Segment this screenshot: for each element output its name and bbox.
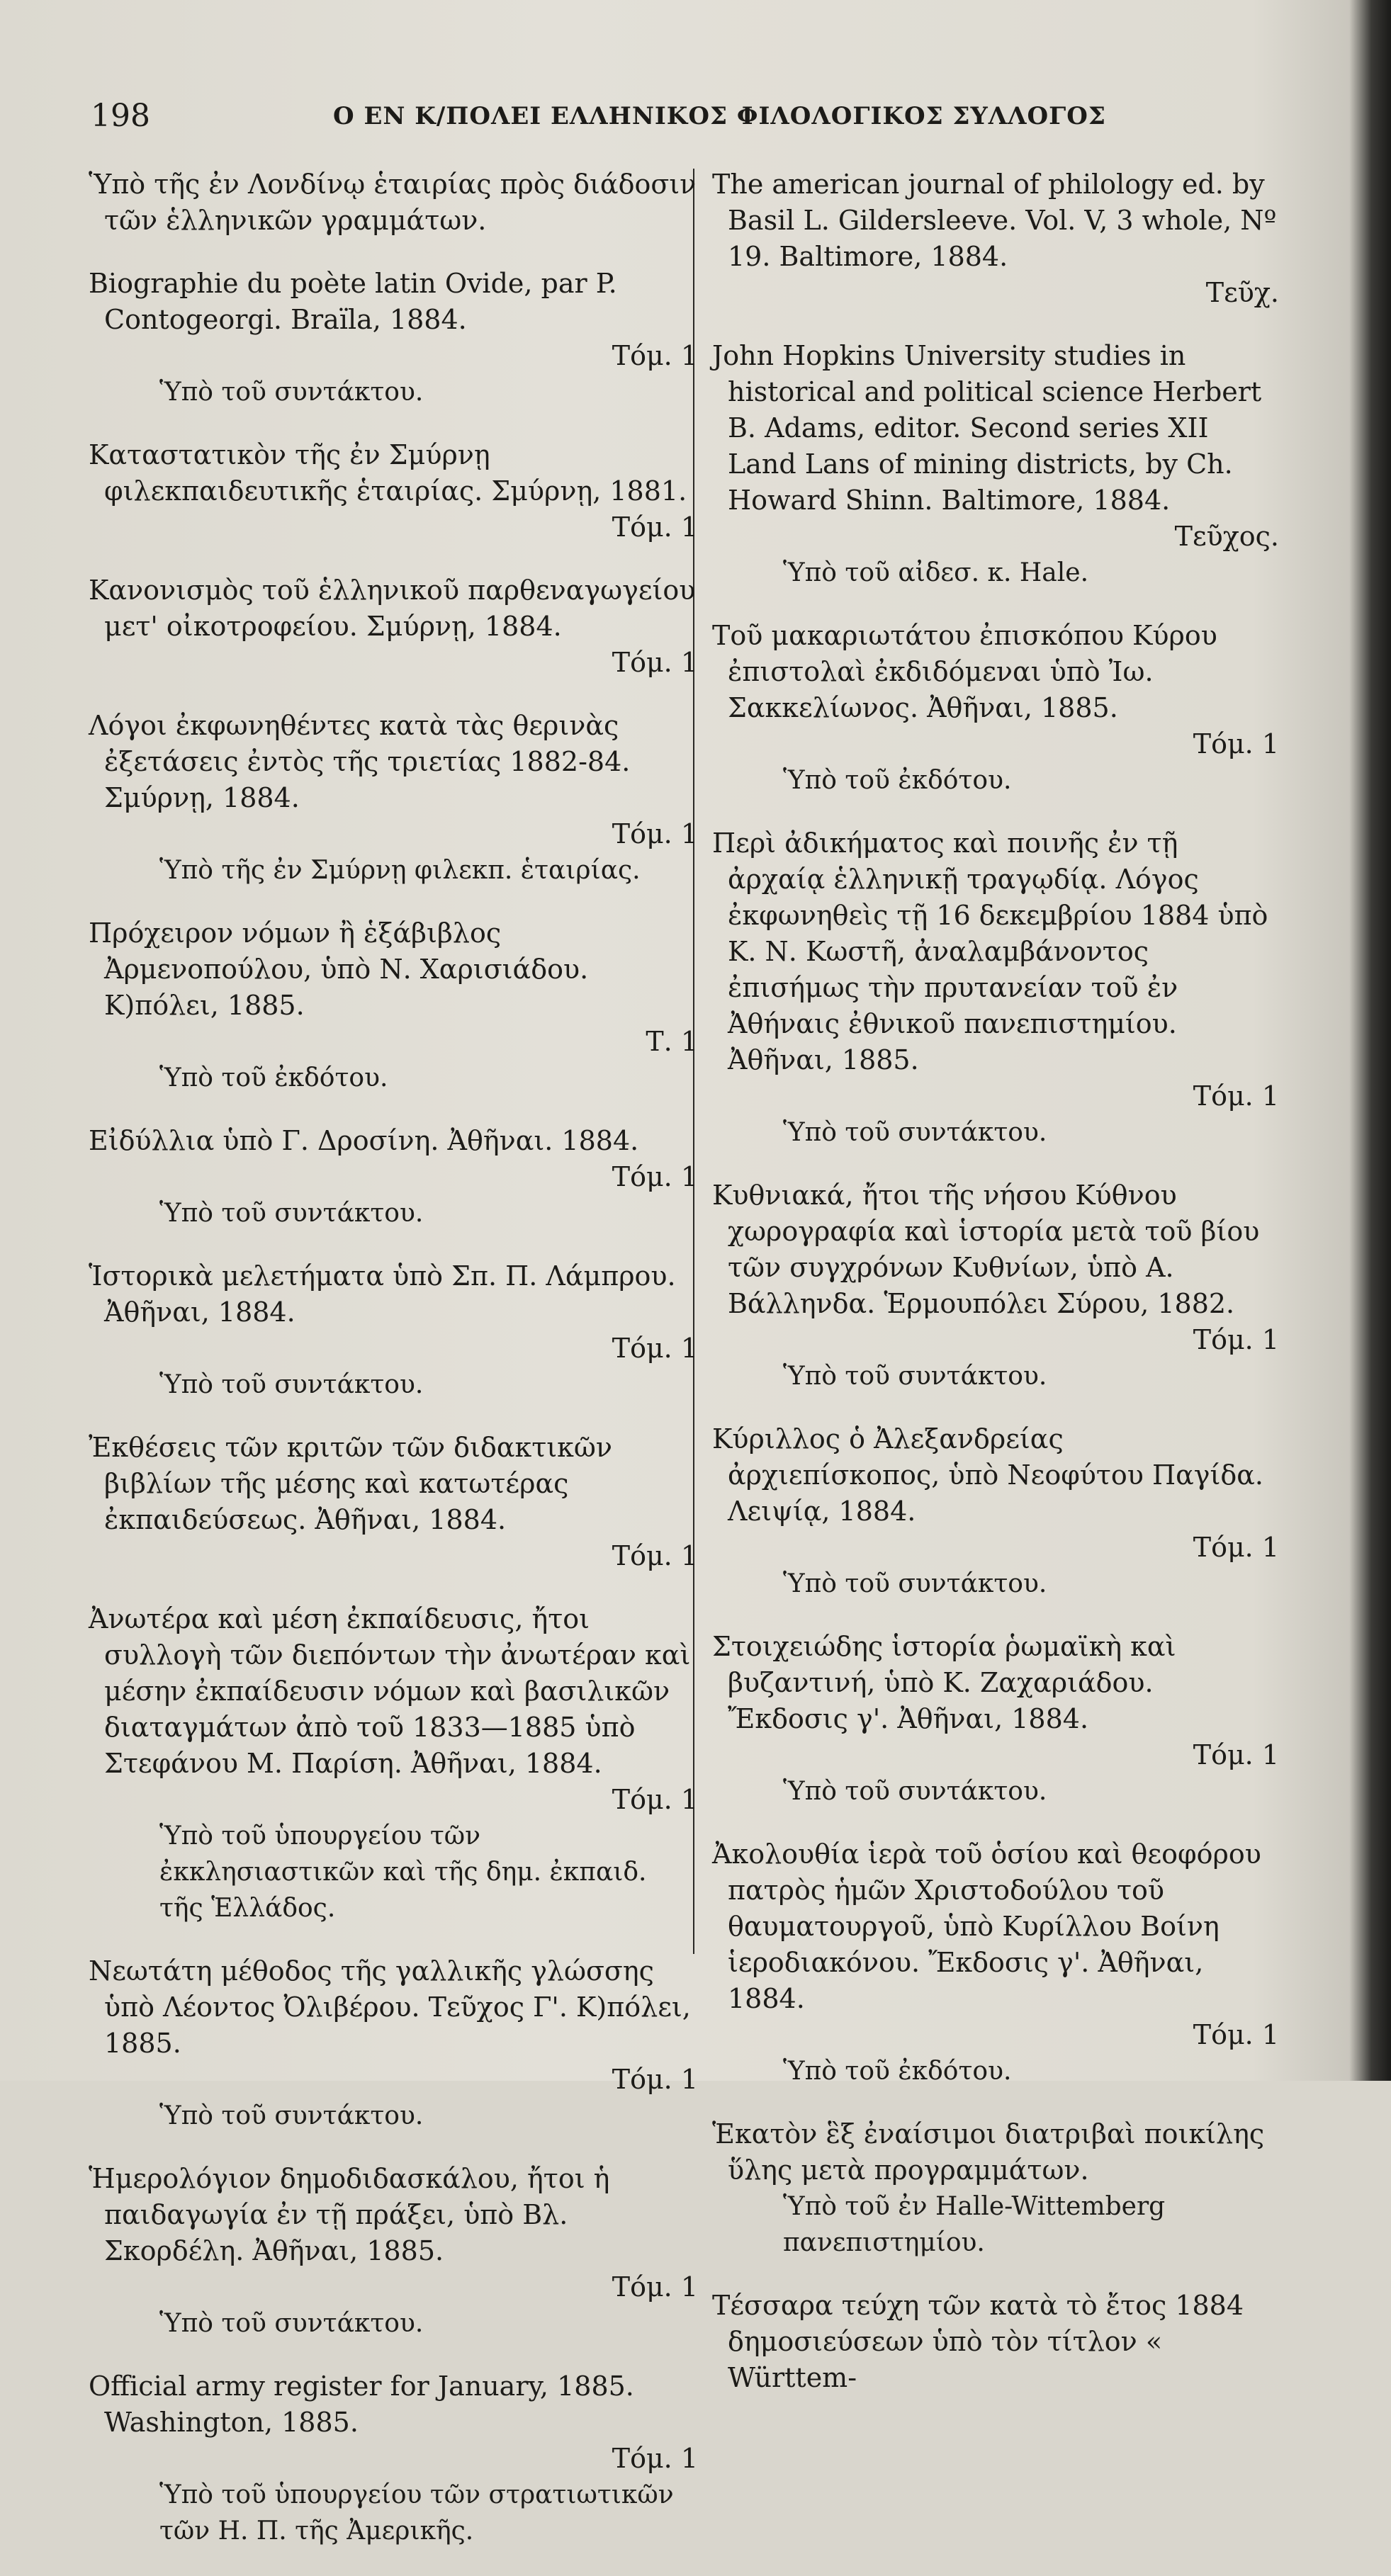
catalog-entry <box>712 166 1279 311</box>
catalog-entry <box>712 1421 1279 1602</box>
entry-title: Εἰδύλλια ὑπὸ Γ. Δροσίνη. Ἀθῆναι. 1884. <box>89 1125 639 1156</box>
catalog-entry <box>89 1953 698 2134</box>
entry-donor: Ὑπὸ τοῦ συντάκτου. <box>159 378 424 407</box>
entry-donor: Ὑπὸ τοῦ συντάκτου. <box>159 2309 424 2338</box>
entry-donor: Ὑπὸ τοῦ ἐν Halle-Wittemberg πανεπιστημίου. <box>783 2192 1166 2257</box>
entry-donor: Ὑπὸ τῆς ἐν Λονδίνῳ ἑταιρίας πρὸς διάδοσιν τῶν ἑλληνικῶν γραμμάτων. <box>89 169 697 236</box>
entry-volume: Τεῦχος. <box>1174 521 1279 552</box>
entry-donor: Ὑπὸ τοῦ συντάκτου. <box>783 1118 1047 1147</box>
entry-volume: Τόμ. 1 <box>612 1161 698 1192</box>
entry-volume: Τόμ. 1 <box>1193 1532 1279 1563</box>
entry-volume: Τ. 1 <box>646 1026 698 1057</box>
entry-title: Καταστατικὸν τῆς ἐν Σμύρνῃ φιλεκπαιδευτικῆς ἑταιρίας. Σμύρνῃ, 1881. <box>89 439 687 507</box>
catalog-entry <box>89 708 698 888</box>
entry-title: Ἐκθέσεις τῶν κριτῶν τῶν διδακτικῶν βιβλίων τῆς μέσης καὶ κατωτέρας ἐκπαιδεύσεως. Ἀθῆναι, 1884. <box>89 1432 612 1535</box>
catalog-entry <box>89 1430 698 1574</box>
entry-volume: Τόμ. 1 <box>1193 728 1279 759</box>
entry-volume: Τόμ. 1 <box>1193 1080 1279 1112</box>
page-header <box>0 98 1318 147</box>
running-title: Ο ΕΝ Κ/ΠΟΛΕΙ ΕΛΛΗΝΙΚΟΣ ΦΙΛΟΛΟΓΙΚΟΣ ΣΥΛΛΟΓΟΣ <box>333 102 1106 130</box>
catalog-entry <box>712 825 1279 1151</box>
entry-volume: Τόμ. 1 <box>612 818 698 849</box>
entry-donor: Ὑπὸ τοῦ ὑπουργείου τῶν ἐκκλησιαστικῶν καὶ τῆς δημ. ἐκπαιδ. τῆς Ἑλλάδος. <box>159 1821 647 1923</box>
catalog-entry <box>89 572 698 681</box>
entry-title: Ἀνωτέρα καὶ μέση ἐκπαίδευσις, ἤτοι συλλογὴ τῶν διεπόντων τὴν ἀνωτέραν καὶ μέσην ἐκπαίδευσιν νόμων καὶ βασιλικῶν διαταγμάτων ἀπὸ τοῦ 1833—1885 ὑπὸ Στεφάνου Μ. Παρίση. Ἀθῆναι, 1884. <box>89 1603 691 1779</box>
entry-volume: Τόμ. 1 <box>1193 1739 1279 1770</box>
entry-title: Λόγοι ἐκφωνηθέντες κατὰ τὰς θερινὰς ἐξετάσεις ἐντὸς τῆς τριετίας 1882-84. Σμύρνῃ, 1884. <box>89 710 631 813</box>
entry-title: Περὶ ἀδικήματος καὶ ποινῆς ἐν τῇ ἀρχαίᾳ ἑλληνικῇ τραγῳδίᾳ. Λόγος ἐκφωνηθεὶς τῇ 16 δεκεμβρίου 1884 ὑπὸ Κ. Ν. Κωστῆ, ἀναλαμβάνοντος ἐπισήμως τὴν πρυτανείαν τοῦ ἐν Ἀθήναις ἐθνικοῦ πανεπιστημίου. Ἀθῆναι, 1885. <box>712 827 1268 1075</box>
catalog-entry <box>712 338 1279 591</box>
entry-title: Biographie du poète latin Ovide, par P. Contogeorgi. Braïla, 1884. <box>89 268 617 335</box>
entry-donor: Ὑπὸ τοῦ συντάκτου. <box>159 1370 424 1399</box>
catalog-entry <box>89 2368 698 2549</box>
entry-donor: Ὑπὸ τῆς ἐν Σμύρνῃ φιλεκπ. ἑταιρίας. <box>159 856 641 885</box>
entry-volume: Τόμ. 1 <box>1193 2019 1279 2050</box>
entry-volume: Τόμ. 1 <box>612 2443 698 2474</box>
catalog-entry <box>89 166 698 239</box>
entry-title: Πρόχειρον νόμων ἢ ἑξάβιβλος Ἀρμενοπούλου, ὑπὸ Ν. Χαρισιάδου. Κ)πόλει, 1885. <box>89 917 589 1021</box>
entry-title: John Hopkins University studies in historical and political science Herbert B. Adams, editor. Second series XII Land Lans of mining districts, by Ch. Howard Shinn. Baltimore, 1884. <box>712 340 1262 516</box>
catalog-entry <box>89 1258 698 1403</box>
entry-title: Τέσσαρα τεύχη τῶν κατὰ τὸ ἔτος 1884 δημοσιεύσεων ὑπὸ τὸν τίτλον « Württem- <box>712 2290 1244 2393</box>
entry-title: Τοῦ μακαριωτάτου ἐπισκόπου Κύρου ἐπιστολαὶ ἐκδιδόμεναι ὑπὸ Ἰω. Σακκελίωνος. Ἀθῆναι, 1885. <box>712 620 1217 723</box>
entry-title: Ἀκολουθία ἱερὰ τοῦ ὁσίου καὶ θεοφόρου πατρὸς ἡμῶν Χριστοδούλου τοῦ θαυματουργοῦ, ὑπὸ Κυρίλλου Βοίνη ἱεροδιακόνου. Ἔκδοσις γ'. Ἀθῆναι, 1884. <box>712 1838 1261 2014</box>
entry-volume: Τεῦχ. <box>1205 277 1279 308</box>
entry-volume: Τόμ. 1 <box>1193 1324 1279 1355</box>
entry-donor: Ὑπὸ τοῦ συντάκτου. <box>783 1362 1047 1391</box>
catalog-entry <box>89 1123 698 1231</box>
catalog-entry <box>89 266 698 410</box>
catalog-entry <box>712 1629 1279 1809</box>
entry-volume: Τόμ. 1 <box>612 2271 698 2303</box>
entry-donor: Ὑπὸ τοῦ συντάκτου. <box>159 2101 424 2130</box>
left-column <box>89 166 698 2576</box>
entry-volume: Τόμ. 1 <box>612 340 698 371</box>
catalog-entry <box>712 2116 1279 2261</box>
catalog-entry <box>89 1601 698 1926</box>
entry-volume: Τόμ. 1 <box>612 2064 698 2095</box>
entry-title: Ἑκατὸν ἓξ ἐναίσιμοι διατριβαὶ ποικίλης ὕλης μετὰ προγραμμάτων. <box>712 2118 1265 2186</box>
entry-volume: Τόμ. 1 <box>612 1540 698 1571</box>
entry-volume: Τόμ. 1 <box>612 647 698 678</box>
entry-donor: Ὑπὸ τοῦ ὑπουργείου τῶν στρατιωτικῶν τῶν Η. Π. τῆς Ἀμερικῆς. <box>159 2480 674 2546</box>
right-column <box>712 166 1279 2423</box>
catalog-entry <box>712 1177 1279 1394</box>
catalog-entry <box>89 915 698 1096</box>
catalog-entry <box>712 1836 1279 2089</box>
catalog-entry <box>712 2288 1279 2396</box>
entry-donor: Ὑπὸ τοῦ συντάκτου. <box>159 1199 424 1228</box>
entry-title: Ἡμερολόγιον δημοδιδασκάλου, ἤτοι ἡ παιδαγωγία ἐν τῇ πράξει, ὑπὸ Βλ. Σκορδέλη. Ἀθῆναι, 1885. <box>89 2163 610 2266</box>
page-number: 198 <box>91 98 150 134</box>
entry-donor: Ὑπὸ τοῦ αἰδεσ. κ. Hale. <box>783 558 1089 587</box>
catalog-entry <box>712 618 1279 798</box>
entry-title: Official army register for January, 1885. Washington, 1885. <box>89 2371 634 2438</box>
entry-title: Ἱστορικὰ μελετήματα ὑπὸ Σπ. Π. Λάμπρου. Ἀθῆναι, 1884. <box>89 1260 676 1328</box>
entry-title: Κανονισμὸς τοῦ ἑλληνικοῦ παρθεναγωγείου μετ' οἰκοτροφείου. Σμύρνῃ, 1884. <box>89 575 696 642</box>
entry-title: Κυθνιακά, ἤτοι τῆς νήσου Κύθνου χωρογραφία καὶ ἱστορία μετὰ τοῦ βίου τῶν συγχρόνων Κυθνίων, ὑπὸ Α. Βάλληνδα. Ἑρμουπόλει Σύρου, 1882. <box>712 1180 1260 1319</box>
entry-donor: Ὑπὸ τοῦ ἐκδότου. <box>159 1063 388 1092</box>
entry-title: Στοιχειώδης ἱστορία ῥωμαϊκὴ καὶ βυζαντινή, ὑπὸ Κ. Ζαχαριάδου. Ἔκδοσις γ'. Ἀθῆναι, 1884. <box>712 1631 1176 1734</box>
entry-donor: Ὑπὸ τοῦ συντάκτου. <box>783 1777 1047 1806</box>
entry-title: Κύριλλος ὁ Ἀλεξανδρείας ἀρχιεπίσκοπος, ὑπὸ Νεοφύτου Παγίδα. Λειψίᾳ, 1884. <box>712 1423 1264 1527</box>
entry-title: Νεωτάτη μέθοδος τῆς γαλλικῆς γλώσσης ὑπὸ Λέοντος Ὀλιβέρου. Τεῦχος Γ'. Κ)πόλει, 1885. <box>89 1955 691 2059</box>
catalog-entry <box>89 437 698 546</box>
catalog-entry <box>89 2161 698 2341</box>
entry-volume: Τόμ. 1 <box>612 1333 698 1364</box>
entry-donor: Ὑπὸ τοῦ συντάκτου. <box>783 1569 1047 1598</box>
entry-donor: Ὑπὸ τοῦ ἐκδότου. <box>783 2057 1012 2086</box>
entry-volume: Τόμ. 1 <box>612 512 698 543</box>
entry-volume: Τόμ. 1 <box>612 1784 698 1815</box>
entry-title: The american journal of philology ed. by Basil L. Gildersleeve. Vol. V, 3 whole, Nº 19. Baltimore, 1884. <box>712 169 1277 272</box>
entry-donor: Ὑπὸ τοῦ ἐκδότου. <box>783 766 1012 795</box>
